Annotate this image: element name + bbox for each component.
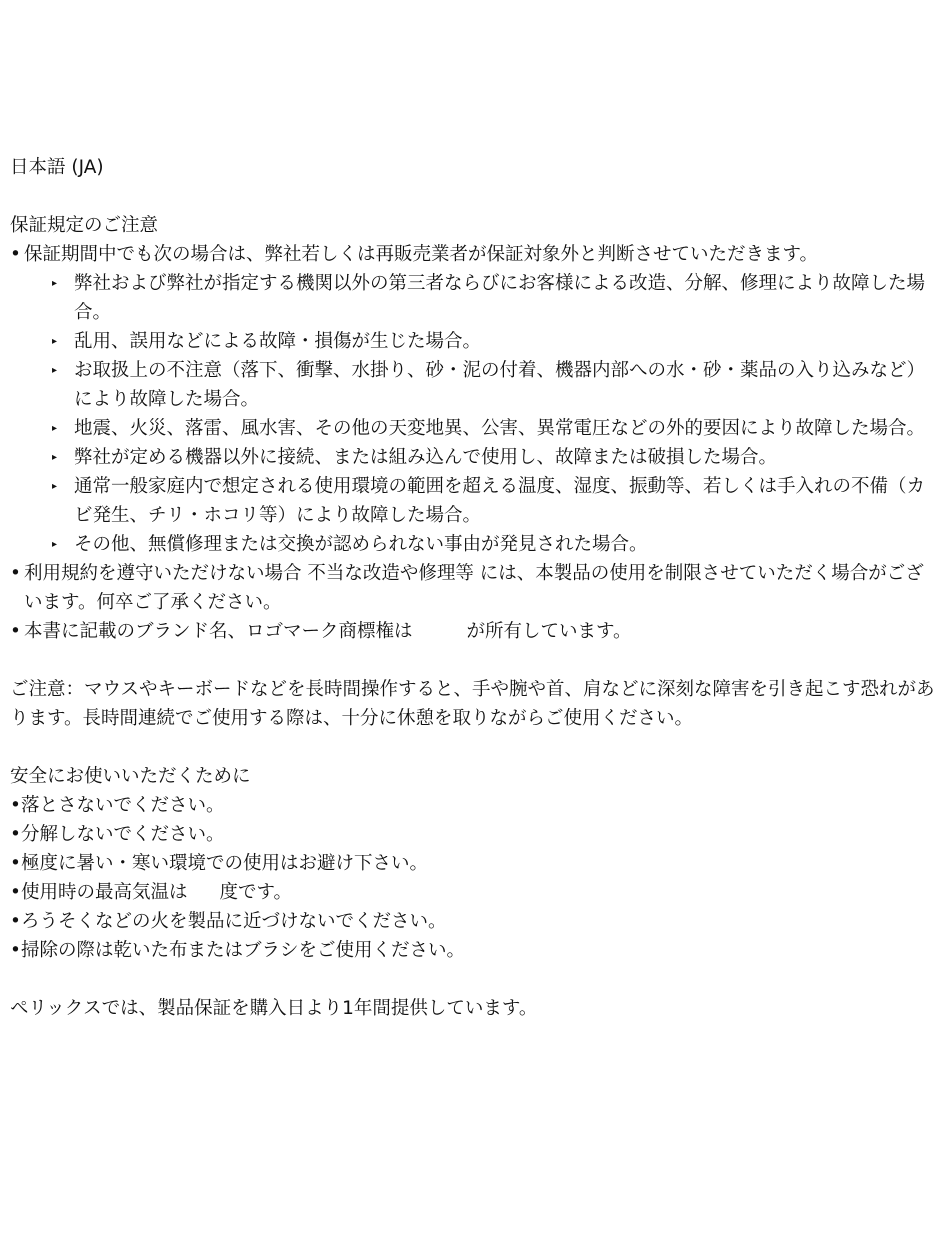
safety-item [10, 907, 940, 936]
trademark-text-after: が所有しています。 [466, 621, 632, 642]
exclusion-list [52, 269, 940, 559]
exclusion-item [52, 443, 940, 472]
exclusion-text: その他、無償修理または交換が認められない事由が発見された場合。 [74, 534, 648, 555]
bullet-text [24, 617, 940, 646]
bullet-icon: • [10, 563, 21, 584]
triangle-icon: ▸ [52, 278, 58, 289]
bullet-icon: • [10, 853, 21, 874]
language-heading: 日本語 (JA) [10, 157, 104, 178]
safety-text: 分解しないでください。 [21, 824, 225, 845]
safety-list [10, 791, 940, 965]
triangle-icon: ▸ [52, 423, 58, 434]
safety-section [10, 762, 940, 965]
safety-text [21, 878, 292, 907]
triangle-icon: ▸ [52, 481, 58, 492]
triangle-icon: ▸ [52, 365, 58, 376]
safety-text: 掃除の際は乾いた布またはブラシをご使用ください。 [21, 940, 466, 961]
exclusion-text: お取扱上の不注意（落下、衝撃、水掛り、砂・泥の付着、機器内部への水・砂・薬品の入り込みなど）により故障した場合。 [74, 360, 926, 410]
warranty-section [10, 211, 940, 646]
triangle-icon: ▸ [52, 336, 58, 347]
bullet-icon: • [10, 795, 21, 816]
warranty-bullet-3 [10, 617, 940, 646]
bullet-icon: • [10, 244, 21, 265]
trademark-text-before: 本書に記載のブランド名、ロゴマーク商標権は [24, 621, 413, 642]
safety-item [10, 791, 940, 820]
safety-text: 極度に暑い・寒い環境での使用はお避け下さい。 [21, 853, 429, 874]
safety-item [10, 820, 940, 849]
safety-text: 落とさないでください。 [21, 795, 225, 816]
bullet-icon: • [10, 940, 21, 961]
warranty-list [10, 240, 940, 646]
bullet-icon: • [10, 621, 21, 642]
caution-paragraph: ご注意：マウスやキーボードなどを長時間操作すると、手や腕や首、肩などに深刻な障害を引き起こす恐れがあります。長時間連続でご使用する際は、十分に休憩を取りながらご使用ください。 [10, 679, 935, 729]
bullet-text: 保証期間中でも次の場合は、弊社若しくは再販売業者が保証対象外と判断させていただきます。 [24, 244, 819, 265]
exclusion-text: 地震、火災、落雷、風水害、その他の天変地異、公害、異常電圧などの外的要因により故障した場合。 [74, 418, 926, 439]
exclusion-item [52, 530, 940, 559]
exclusion-item [52, 269, 940, 327]
warranty-bullet-1 [10, 240, 940, 559]
exclusion-text: 通常一般家庭内で想定される使用環境の範囲を超える温度、湿度、振動等、若しくは手入れの不備（カビ発生、チリ・ホコリ等）により故障した場合。 [74, 476, 926, 526]
warranty-bullet-2 [10, 559, 940, 617]
triangle-icon: ▸ [52, 539, 58, 550]
exclusion-text: 弊社および弊社が指定する機関以外の第三者ならびにお客様による改造、分解、修理により故障した場合。 [74, 273, 926, 323]
safety-item [10, 878, 940, 907]
triangle-icon: ▸ [52, 452, 58, 463]
safety-heading: 安全にお使いいただくために [10, 766, 251, 787]
exclusion-item [52, 472, 940, 530]
exclusion-text: 弊社が定める機器以外に接続、または組み込んで使用し、故障または破損した場合。 [74, 447, 778, 468]
bullet-icon: • [10, 882, 21, 903]
bullet-text: 利用規約を遵守いただけない場合 不当な改造や修理等 には、本製品の使用を制限させていただく場合がございます。何卒ご了承ください。 [24, 563, 924, 613]
safety-text: ろうそくなどの火を製品に近づけないでください。 [21, 911, 447, 932]
max-temp-after: 度です。 [219, 882, 293, 903]
exclusion-item [52, 327, 940, 356]
warranty-period-paragraph: ペリックスでは、製品保証を購入日より1年間提供しています。 [10, 998, 538, 1019]
safety-item [10, 936, 940, 965]
warranty-heading: 保証規定のご注意 [10, 215, 159, 236]
bullet-icon: • [10, 911, 21, 932]
max-temp-before: 使用時の最高気温は [21, 882, 188, 903]
document-body [10, 153, 940, 1052]
exclusion-item [52, 356, 940, 414]
bullet-icon: • [10, 824, 21, 845]
exclusion-text: 乱用、誤用などによる故障・損傷が生じた場合。 [74, 331, 482, 352]
safety-item [10, 849, 940, 878]
exclusion-item [52, 414, 940, 443]
